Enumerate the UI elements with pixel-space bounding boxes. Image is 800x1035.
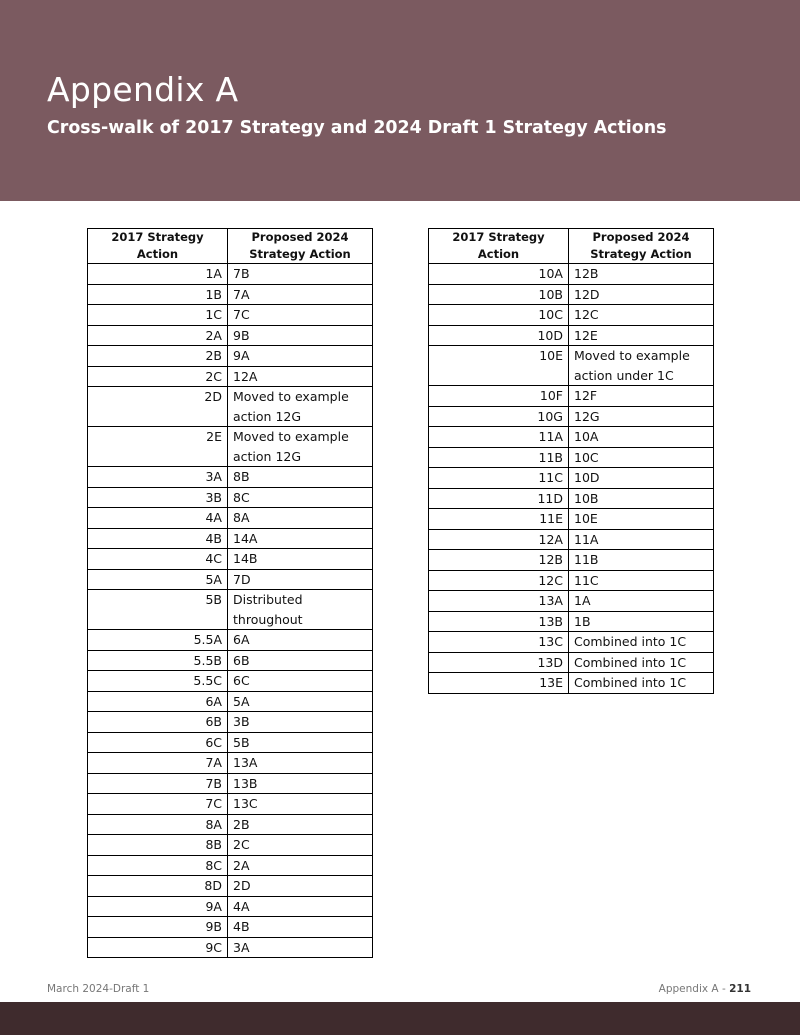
strategy-2017-cell: 3B (88, 487, 228, 508)
strategy-2017-cell: 11E (429, 509, 569, 530)
table-row (429, 570, 714, 591)
table-row (429, 346, 714, 386)
strategy-2024-cell: 6C (228, 671, 373, 692)
strategy-2017-cell: 11D (429, 488, 569, 509)
strategy-2024-cell: 13C (228, 794, 373, 815)
strategy-2017-cell: 4C (88, 549, 228, 570)
strategy-2017-cell: 10B (429, 284, 569, 305)
table-row (88, 366, 373, 387)
strategy-2017-cell: 5.5A (88, 630, 228, 651)
column-header-2024: Proposed 2024 Strategy Action (569, 229, 714, 264)
table-row (88, 773, 373, 794)
strategy-2017-cell: 6A (88, 691, 228, 712)
table-row (88, 590, 373, 630)
strategy-2024-cell: 7B (228, 264, 373, 285)
strategy-2017-cell: 9B (88, 917, 228, 938)
table-row (429, 591, 714, 612)
strategy-2024-cell: 12G (569, 406, 714, 427)
strategy-2017-cell: 10C (429, 305, 569, 326)
strategy-2017-cell: 4B (88, 528, 228, 549)
strategy-2024-cell: 10E (569, 509, 714, 530)
strategy-2024-cell: 2B (228, 814, 373, 835)
strategy-2017-cell: 1A (88, 264, 228, 285)
strategy-2024-cell: 11B (569, 550, 714, 571)
table-row (88, 305, 373, 326)
strategy-2024-cell: 1B (569, 611, 714, 632)
table-row (429, 264, 714, 285)
strategy-2017-cell: 10A (429, 264, 569, 285)
footer-section-label: Appendix A - (658, 983, 730, 995)
table-row (88, 325, 373, 346)
table-row (88, 753, 373, 774)
strategy-2024-cell: 12F (569, 386, 714, 407)
table-row (429, 652, 714, 673)
strategy-2024-cell: 8B (228, 467, 373, 488)
table-row (88, 691, 373, 712)
footer-bar (0, 1002, 800, 1035)
strategy-2017-cell: 8D (88, 876, 228, 897)
strategy-2017-cell: 13A (429, 591, 569, 612)
strategy-2017-cell: 4A (88, 508, 228, 529)
strategy-2024-cell: 8A (228, 508, 373, 529)
strategy-2024-cell: 10D (569, 468, 714, 489)
strategy-2017-cell: 11A (429, 427, 569, 448)
table-row (88, 794, 373, 815)
table-row (88, 876, 373, 897)
strategy-2017-cell: 7C (88, 794, 228, 815)
strategy-2024-cell: 4A (228, 896, 373, 917)
table-row (429, 673, 714, 694)
table-row (429, 447, 714, 468)
strategy-2017-cell: 6B (88, 712, 228, 733)
strategy-2024-cell: 3A (228, 937, 373, 958)
strategy-2017-cell: 5A (88, 569, 228, 590)
strategy-2017-cell: 12A (429, 529, 569, 550)
strategy-2017-cell: 13E (429, 673, 569, 694)
strategy-2017-cell: 3A (88, 467, 228, 488)
strategy-2024-cell: 12E (569, 325, 714, 346)
page-subtitle: Cross-walk of 2017 Strategy and 2024 Draft 1 Strategy Actions (47, 118, 667, 138)
strategy-2017-cell: 1C (88, 305, 228, 326)
table-row (88, 508, 373, 529)
table-row (88, 387, 373, 427)
strategy-2024-cell: 9B (228, 325, 373, 346)
strategy-2017-cell: 13D (429, 652, 569, 673)
table-row (88, 569, 373, 590)
strategy-2024-cell: 9A (228, 346, 373, 367)
strategy-2024-cell: 4B (228, 917, 373, 938)
table-header-row (429, 229, 714, 264)
strategy-2017-cell: 13C (429, 632, 569, 653)
strategy-2017-cell: 12B (429, 550, 569, 571)
strategy-2024-cell: 10B (569, 488, 714, 509)
strategy-2024-cell: 11A (569, 529, 714, 550)
column-header-2017: 2017 Strategy Action (429, 229, 569, 264)
strategy-2024-cell: Combined into 1C (569, 673, 714, 694)
strategy-2024-cell: 5B (228, 732, 373, 753)
table-row (429, 305, 714, 326)
strategy-2024-cell: Distributed throughout (228, 590, 373, 630)
table-row (429, 325, 714, 346)
strategy-2017-cell: 10F (429, 386, 569, 407)
column-header-2024: Proposed 2024 Strategy Action (228, 229, 373, 264)
strategy-2017-cell: 7A (88, 753, 228, 774)
table-row (88, 528, 373, 549)
strategy-2024-cell: 12C (569, 305, 714, 326)
table-row (429, 509, 714, 530)
table-row (88, 835, 373, 856)
strategy-2017-cell: 5.5B (88, 650, 228, 671)
table-row (88, 855, 373, 876)
strategy-2017-cell: 1B (88, 284, 228, 305)
strategy-2017-cell: 2D (88, 387, 228, 427)
strategy-2017-cell: 9C (88, 937, 228, 958)
strategy-2017-cell: 8C (88, 855, 228, 876)
strategy-2024-cell: 6A (228, 630, 373, 651)
strategy-2017-cell: 8A (88, 814, 228, 835)
strategy-2024-cell: 8C (228, 487, 373, 508)
table-row (88, 814, 373, 835)
strategy-2024-cell: 2A (228, 855, 373, 876)
strategy-2017-cell: 2A (88, 325, 228, 346)
footer-page (659, 983, 751, 995)
table-row (88, 671, 373, 692)
page-number: 211 (729, 983, 751, 995)
strategy-2017-cell: 10E (429, 346, 569, 386)
table-row (429, 427, 714, 448)
table-row (429, 488, 714, 509)
table-row (88, 937, 373, 958)
strategy-2017-cell: 2C (88, 366, 228, 387)
crosswalk-table-right (428, 228, 714, 694)
strategy-2024-cell: 10C (569, 447, 714, 468)
strategy-2017-cell: 5.5C (88, 671, 228, 692)
table-row (429, 386, 714, 407)
strategy-2017-cell: 12C (429, 570, 569, 591)
strategy-2024-cell: 14A (228, 528, 373, 549)
strategy-2024-cell: 7A (228, 284, 373, 305)
table-row (429, 611, 714, 632)
page-title: Appendix A (47, 70, 239, 109)
strategy-2017-cell: 7B (88, 773, 228, 794)
strategy-2017-cell: 2B (88, 346, 228, 367)
table-row (88, 467, 373, 488)
table-header-row (88, 229, 373, 264)
strategy-2017-cell: 11C (429, 468, 569, 489)
table-row (429, 529, 714, 550)
strategy-2017-cell: 10D (429, 325, 569, 346)
table-row (88, 427, 373, 467)
column-header-2017: 2017 Strategy Action (88, 229, 228, 264)
strategy-2024-cell: 2D (228, 876, 373, 897)
strategy-2024-cell: 5A (228, 691, 373, 712)
table-row (429, 550, 714, 571)
strategy-2024-cell: 11C (569, 570, 714, 591)
table-row (88, 630, 373, 651)
strategy-2024-cell: 2C (228, 835, 373, 856)
table-row (88, 650, 373, 671)
strategy-2024-cell: Moved to example action 12G (228, 427, 373, 467)
table-row (88, 284, 373, 305)
strategy-2017-cell: 8B (88, 835, 228, 856)
strategy-2024-cell: 7D (228, 569, 373, 590)
strategy-2024-cell: 14B (228, 549, 373, 570)
strategy-2024-cell: 10A (569, 427, 714, 448)
header-banner (0, 0, 800, 201)
footer-date: March 2024-Draft 1 (47, 983, 150, 995)
crosswalk-table-left (87, 228, 373, 958)
table-row (429, 632, 714, 653)
strategy-2017-cell: 13B (429, 611, 569, 632)
table-row (88, 896, 373, 917)
strategy-2024-cell: 1A (569, 591, 714, 612)
strategy-2024-cell: 7C (228, 305, 373, 326)
strategy-2024-cell: 6B (228, 650, 373, 671)
strategy-2024-cell: Combined into 1C (569, 652, 714, 673)
strategy-2024-cell: Moved to example action under 1C (569, 346, 714, 386)
strategy-2024-cell: 3B (228, 712, 373, 733)
strategy-2024-cell: Combined into 1C (569, 632, 714, 653)
strategy-2017-cell: 9A (88, 896, 228, 917)
strategy-2017-cell: 11B (429, 447, 569, 468)
table-row (88, 732, 373, 753)
table-row (88, 346, 373, 367)
table-row (88, 549, 373, 570)
strategy-2024-cell: 12B (569, 264, 714, 285)
table-row (429, 406, 714, 427)
table-row (88, 264, 373, 285)
strategy-2024-cell: 13A (228, 753, 373, 774)
strategy-2017-cell: 6C (88, 732, 228, 753)
table-row (88, 712, 373, 733)
strategy-2024-cell: 12D (569, 284, 714, 305)
table-row (88, 917, 373, 938)
strategy-2024-cell: 12A (228, 366, 373, 387)
table-row (429, 284, 714, 305)
table-row (429, 468, 714, 489)
strategy-2017-cell: 10G (429, 406, 569, 427)
strategy-2017-cell: 5B (88, 590, 228, 630)
table-row (88, 487, 373, 508)
strategy-2017-cell: 2E (88, 427, 228, 467)
strategy-2024-cell: Moved to example action 12G (228, 387, 373, 427)
strategy-2024-cell: 13B (228, 773, 373, 794)
